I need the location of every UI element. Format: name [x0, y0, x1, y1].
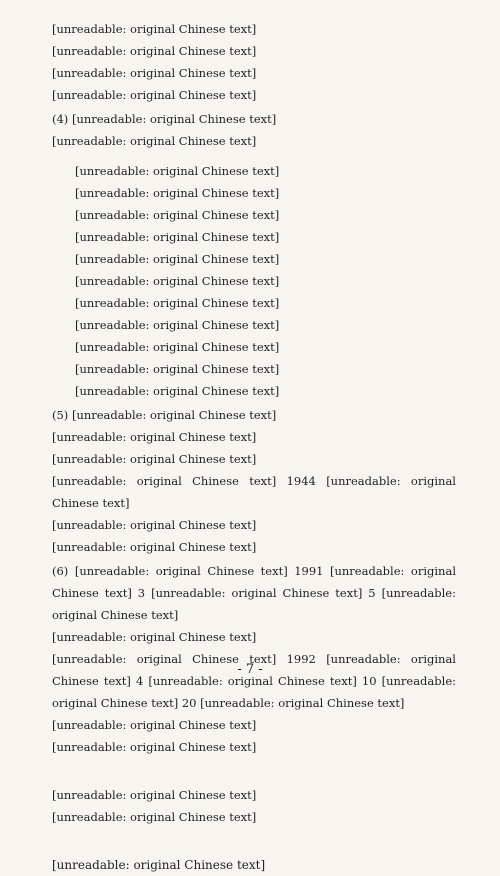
- text-segment: [unreadable: original Chinese text]: [71, 112, 277, 126]
- text-segment: [unreadable: original Chinese text] 1991 [unreadable: original Chinese text] 3 [unreadable: original Chinese text] 5 [unreadable: original Chinese text]: [52, 564, 456, 622]
- text-line: [unreadable: original Chinese text] 1944 [unreadable: original Chinese text]: [52, 474, 456, 510]
- section-3: [52, 784, 456, 828]
- paragraph-4: [52, 108, 456, 152]
- text-line: [52, 404, 456, 426]
- text-line: [unreadable: original Chinese text]: [52, 810, 257, 824]
- section-4-title: [unreadable: original Chinese text]: [52, 858, 266, 872]
- text-line: [unreadable: original Chinese text]: [52, 44, 257, 58]
- paragraph-childhood: [52, 160, 456, 402]
- text-line: [unreadable: original Chinese text]: [75, 384, 280, 398]
- text-line: [unreadable: original Chinese text]: [52, 134, 257, 148]
- text-line: [unreadable: original Chinese text]: [75, 164, 280, 178]
- page-number: - 7 -: [237, 662, 263, 677]
- text-line: [unreadable: original Chinese text]: [52, 452, 257, 466]
- text-line: [unreadable: original Chinese text]: [75, 230, 280, 244]
- text-line: [unreadable: original Chinese text]: [75, 252, 280, 266]
- paragraph-5: [52, 404, 456, 558]
- text-line: [unreadable: original Chinese text]: [75, 362, 280, 376]
- text-line: [unreadable: original Chinese text] 1992 [unreadable: original Chinese text] 4 [unreadable: original Chinese text] 10 [unreadable: original Chinese text] 20 [unreadable: original Chinese text]: [52, 652, 456, 710]
- text-line: [unreadable: original Chinese text]: [52, 540, 257, 554]
- paragraph-6: [52, 560, 456, 758]
- text-line: [unreadable: original Chinese text]: [75, 318, 280, 332]
- text-line: [52, 560, 456, 626]
- text-line: [unreadable: original Chinese text]: [75, 340, 280, 354]
- text-line: [unreadable: original Chinese text]: [75, 186, 280, 200]
- text-line: [unreadable: original Chinese text]: [52, 788, 257, 802]
- text-line: [unreadable: original Chinese text]: [75, 296, 280, 310]
- text-line: [unreadable: original Chinese text]: [75, 208, 280, 222]
- text-line: [52, 108, 456, 130]
- text-line: [unreadable: original Chinese text]: [52, 22, 257, 36]
- text-line: [unreadable: original Chinese text]: [52, 718, 257, 732]
- text-line: [unreadable: original Chinese text]: [52, 430, 257, 444]
- text-line: [unreadable: original Chinese text]: [52, 66, 257, 80]
- paragraph-number: (5): [52, 408, 69, 422]
- text-line: [unreadable: original Chinese text]: [52, 518, 257, 532]
- paragraph-number: (6): [52, 564, 69, 578]
- text-line: [unreadable: original Chinese text]: [52, 630, 257, 644]
- text-line: [unreadable: original Chinese text]: [52, 88, 257, 102]
- text-segment: [unreadable: original Chinese text]: [71, 408, 277, 422]
- text-line: [unreadable: original Chinese text]: [52, 740, 257, 754]
- paragraph-number: (4): [52, 112, 69, 126]
- text-line: [unreadable: original Chinese text]: [75, 274, 280, 288]
- paragraph-bombing: [52, 18, 456, 106]
